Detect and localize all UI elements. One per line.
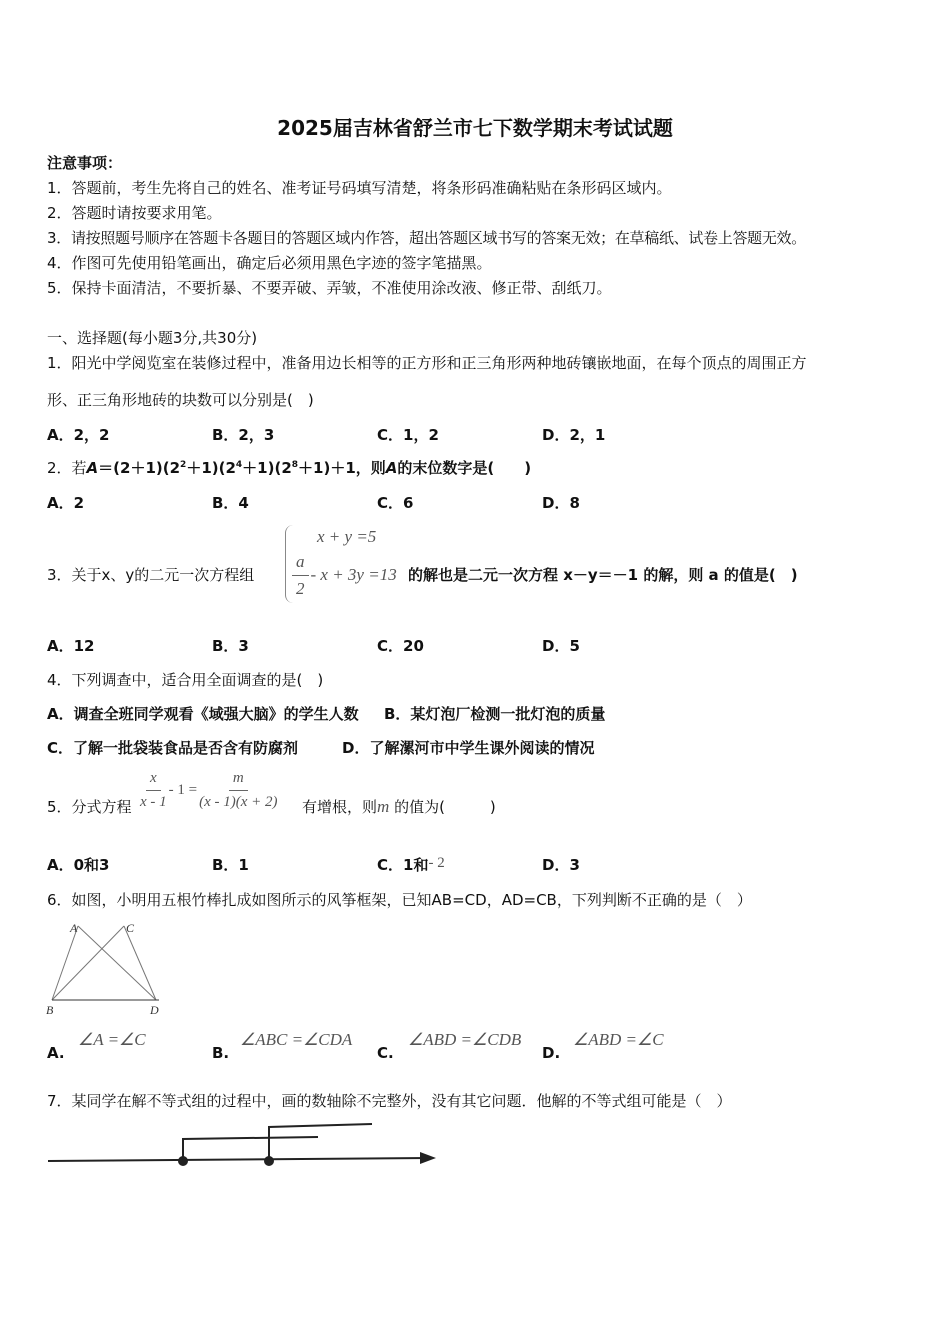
q5-mid: - 1 = [168, 782, 198, 798]
segment-ad [78, 926, 156, 1000]
frac-num: x [146, 770, 161, 791]
segment-bc [52, 926, 124, 1000]
label-a: A [70, 921, 78, 935]
notice-heading: 注意事项： [47, 154, 123, 172]
q3-eq1: x + y =5 [317, 527, 377, 546]
q4-option-d: D．了解漯河市中学生课外阅读的情况 [342, 739, 595, 757]
q2-option-b: B．4 [212, 494, 249, 512]
q7-stem: 7．某同学在解不等式组的过程中，画的数轴除不完整外，没有其它问题．他解的不等式组可能是（ ） [47, 1092, 732, 1110]
arrow-icon [420, 1152, 436, 1164]
q5-var: m [377, 797, 390, 816]
q1-stem: 1．阳光中学阅览室在装修过程中，准备用边长相等的正方形和正三角形两种地砖镶嵌地面，在每个顶点的周围正方 [47, 354, 807, 372]
q5-option-a: A．0和3 [47, 856, 110, 874]
q3-option-a: A．12 [47, 637, 95, 655]
q2-expr: ＝(2＋1)(2 [98, 459, 181, 477]
q2-expr: ＋1)(2 [186, 459, 236, 477]
notice-item: 2．答题时请按要求用笔。 [47, 204, 222, 222]
segment-ab [52, 926, 78, 1000]
q4-option-b: B．某灯泡厂检测一批灯泡的质量 [384, 705, 606, 723]
q1-option-c: C．1，2 [377, 426, 439, 444]
q6-option-b-math: ∠ABC =∠CDA [240, 1030, 353, 1049]
q2-option-c: C．6 [377, 494, 414, 512]
q1-stem-cont: 形、正三角形地砖的块数可以分别是( ) [47, 391, 314, 409]
q5-option-d: D．3 [542, 856, 580, 874]
q5-suffix [302, 796, 496, 817]
q3-option-c: C．20 [377, 637, 424, 655]
q6-option-b-letter: B. [212, 1044, 230, 1062]
q4-option-a: A．调查全班同学观看《域强大脑》的学生人数 [47, 705, 359, 723]
label-c: C [126, 921, 135, 935]
q5-option-b: B．1 [212, 856, 249, 874]
q3-option-d: D．5 [542, 637, 580, 655]
q6-option-c-letter: C. [377, 1044, 394, 1062]
q2-expr: ＋1)(2 [242, 459, 292, 477]
q2-exp: 4 [235, 460, 243, 470]
q2-stem [47, 457, 531, 478]
q5-prefix: 5．分式方程 [47, 798, 132, 816]
q6-option-d-math: ∠ABD =∠C [573, 1030, 664, 1049]
q4-option-c: C．了解一批袋装食品是否含有防腐剂 [47, 739, 299, 757]
q3-eq2 [290, 552, 397, 599]
notice-item: 3．请按照题号顺序在答题卡各题目的答题区域内作答，超出答题区域书写的答案无效；在草稿纸、试卷上答题无效。 [47, 229, 806, 247]
q6-option-a-letter: A. [47, 1044, 65, 1062]
q3-option-b: B．3 [212, 637, 249, 655]
page-title: 2025届吉林省舒兰市七下数学期末考试试题 [277, 116, 673, 140]
q2-var: A [86, 459, 99, 477]
q5-equation [138, 770, 280, 811]
frac-num: a [292, 552, 309, 576]
frac-num: m [229, 770, 248, 791]
frac-den: x - 1 [140, 794, 167, 810]
q2-var: A [385, 459, 398, 477]
number-line-figure [40, 1115, 450, 1175]
q2-expr: ＋1)＋1，则 [298, 459, 386, 477]
q2-option-d: D．8 [542, 494, 580, 512]
solution-ray-2 [269, 1124, 372, 1161]
notice-item: 5．保持卡面清洁，不要折暴、不要弄破、弄皱，不准使用涂改液、修正带、刮纸刀。 [47, 279, 612, 297]
q1-option-a: A．2，2 [47, 426, 110, 444]
q5-suffix2: 的值为( ) [394, 798, 496, 816]
q5-option-c-math: - 2 [428, 855, 445, 871]
notice-item: 1．答题前，考生先将自己的姓名、准考证号码填写清楚，将条形码准确粘贴在条形码区域内。 [47, 179, 672, 197]
point-1 [179, 1157, 187, 1165]
q3-suffix: 的解也是二元一次方程 x－y＝－1 的解，则 a 的值是( ) [408, 566, 798, 584]
frac-den: (x - 1)(x + 2) [199, 794, 278, 810]
segment-cd [124, 926, 156, 1000]
section-heading: 一、选择题(每小题3分,共30分) [47, 329, 258, 347]
q6-option-a-math: ∠A =∠C [78, 1030, 146, 1049]
point-2 [265, 1157, 273, 1165]
label-d: D [150, 1003, 159, 1017]
q2-suffix: 的末位数字是( ) [397, 459, 532, 477]
notice-item: 4．作图可先使用铅笔画出，确定后必须用黑色字迹的签字笔描黑。 [47, 254, 492, 272]
frac-den: 2 [296, 579, 305, 598]
q2-exp: 8 [291, 460, 299, 470]
q6-option-c-math: ∠ABD =∠CDB [408, 1030, 522, 1049]
label-b: B [46, 1003, 54, 1017]
q3-prefix: 3．关于x、y的二元一次方程组 [47, 566, 255, 584]
q6-stem: 6．如图，小明用五根竹棒扎成如图所示的风筝框架，已知AB=CD，AD=CB，下列判断不正确的是（ ） [47, 891, 752, 909]
q5-option-c [377, 854, 445, 875]
q1-option-b: B．2，3 [212, 426, 275, 444]
q5-option-c-text: C．1和 [377, 856, 429, 874]
q2-option-a: A．2 [47, 494, 85, 512]
q2-exp: 2 [180, 460, 187, 470]
q2-prefix: 2．若 [47, 459, 87, 477]
q3-eq2-rest: - x + 3y =13 [310, 565, 397, 584]
q5-suffix1: 有增根，则 [302, 798, 378, 816]
kite-frame-figure [44, 918, 169, 1018]
q1-option-d: D．2，1 [542, 426, 606, 444]
number-line-axis [48, 1158, 430, 1161]
solution-ray-1 [183, 1137, 318, 1161]
q4-stem: 4．下列调查中，适合用全面调查的是( ) [47, 671, 324, 689]
q6-option-d-letter: D. [542, 1044, 561, 1062]
